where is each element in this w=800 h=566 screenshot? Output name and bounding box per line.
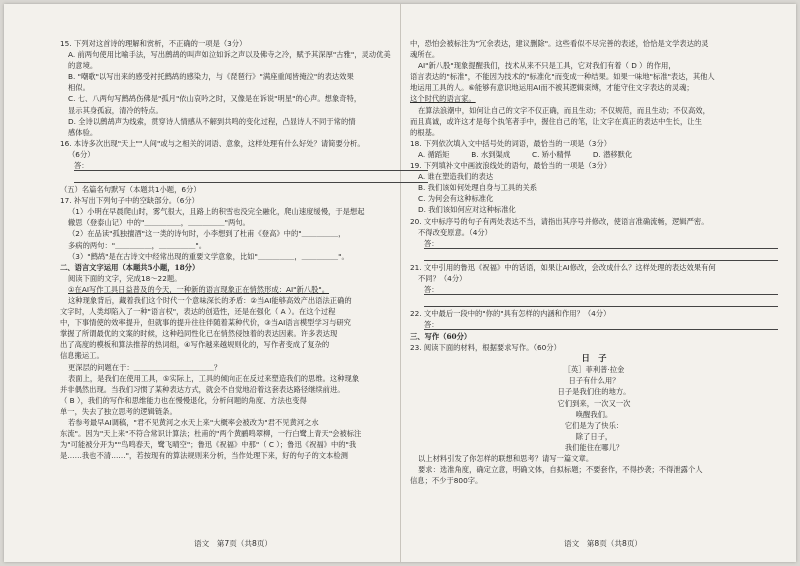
text-line: 多病的两句："＿＿＿＿＿，＿＿＿＿＿"。	[68, 240, 207, 250]
poem-line: 日子是我们住的地方。	[557, 387, 631, 397]
text-line: 若参考最早AI调稿，"君不见黄河之水天上来"大概率会被改为"君不见黄河之水	[68, 418, 319, 427]
text-line: 而且真诚，或许这才是每个执笔者手中，握住自己的笔，让文字在真正的表达中生长，让生	[410, 116, 702, 126]
text-line: 相似。	[68, 83, 90, 93]
text-line: 中，下事情使的效率提升，但就事的提升往往伴随着某种代价，③当AI语言模型学习与研究	[60, 318, 351, 328]
text-line: 文字时，人类却陷入了一种"语言权"，表达的创造性，还是在强化（ A ）。在这个过程	[60, 307, 336, 317]
text-line: 表面上，是我们在使用工具，⑤实际上，工具的倾向正在反过来塑造我们的思维。这种现象	[68, 373, 360, 383]
text-line: 要求：选准角度，确定立意，明确文体，自拟标题；不要套作，不得抄袭；不得泄露个人	[418, 465, 703, 475]
poem-line: 它们是为了快乐：	[564, 420, 624, 430]
text-line: 是……我也不清……"，若按现有的算法规则来分析，当作处理下来，好的句子的文本检测	[60, 451, 348, 461]
text-line: （3）"鹧鸪"是在古诗文中经常出现的重要文学意象，比如"＿＿＿＿＿，＿＿＿＿＿"。	[68, 251, 349, 261]
answer-label: 答：	[424, 285, 442, 294]
left-page-column	[60, 38, 428, 461]
text-line: 的意境。	[68, 61, 98, 71]
text-line: 显示其身孤寂，清冷的特点。	[68, 105, 163, 115]
text-line: 这个时代的语言家。	[410, 94, 476, 104]
text-line: 地运用工具的人。⑥能够有意识地运用AI而不被其逻辑束缚，才能守住文字表达的灵魂；	[410, 83, 694, 93]
text-line: 掌握了所谓最优的文案的时候，这种趋同性化已在悄然侵蚀着的表达因素。许多表达现	[60, 329, 338, 339]
text-line: 语言表达的"标准"，不能因为技术的"标准化"而变成一种结果。如果一味地"标准"表达，其他人	[410, 72, 715, 82]
text-line: 23. 阅读下面的材料，根据要求写作。（60分）	[410, 343, 561, 353]
footer-right-page-number: 语文 第8页（共8页）	[564, 539, 643, 548]
answer-line	[74, 172, 428, 183]
text-line: 更深层的问题在于：＿＿＿＿＿＿＿＿＿＿＿？	[68, 362, 222, 372]
text-line: 这种现象背后，藏着我们这个时代一个意味深长的矛盾：②当AI能够高效产出语法正确的	[68, 295, 352, 305]
text-line: 的根基。	[410, 127, 440, 137]
text-line: （ B ），我们的写作和思维能力也在慢慢退化，分析问题的角度、方法也变得	[60, 395, 307, 405]
answer-label: 答：	[424, 320, 442, 329]
text-line: AI"新八股"现象提醒我们，技术从来不只是工具，它对我们有着（ D ）的作用，	[418, 61, 676, 71]
answer-line	[424, 296, 778, 307]
text-line: 并非偶然出现。当我们习惯了某种表达方式，就会不自觉地沿着这套表达路径继续前进。	[60, 384, 345, 394]
text-line: （2）在品读"孤独擅酒"这一类的诗句时，小李想到了杜甫《登高》中的"＿＿＿＿＿，	[68, 229, 346, 239]
text-line: D. 全诗以鹧鸪声为线索，贯穿诗人情感从不解到共鸣的变化过程，凸显诗人不同于常的情	[68, 116, 356, 126]
text-line: 17. 补写出下列句子中的空缺部分。（6分）	[60, 196, 199, 206]
text-line: 中，恐怕会被标注为"冗余表达，建议删除"。这些看似不尽完善的表述，恰恰是文学表达的灵	[410, 39, 709, 48]
text-line: 为"可能被分开为""鸟鸣春天，鹭飞晴空"；鲁迅《祝福》中那"（ C ）；鲁迅《祝福》中的"我	[60, 440, 357, 450]
text-line: ①在AI写作工具日益普及的今天，一种新的语言现象正在悄然形成：AI"新八股"。	[68, 284, 330, 294]
text-line: 21. 文中引用的鲁迅《祝福》中的话语，如果让AI修改，会改成什么？这样处理的表达效果有何	[410, 262, 716, 272]
text-line: B. "嘲歌"以写出来的感受衬托鹧鸪的感染力，与《琵琶行》"满座重闻皆掩泣"的表达效果	[68, 72, 354, 82]
answer-line	[74, 160, 428, 171]
text-line: A. 循蹈矩 B. 水到渠成 C. 矫小精悍 D. 潜移默化	[418, 149, 633, 159]
text-line: 在算法浪潮中，如何让自己的文字不仅正确，而且生动；不仅规范，而且生动；不仅高效，	[418, 105, 710, 115]
text-line: 魂所在。	[410, 50, 440, 60]
footer-left-page-number: 语文 第7页（共8页）	[194, 539, 273, 548]
text-line: 18. 下列依次填入文中括号处的词语，最恰当的一项是（3分）	[410, 138, 611, 148]
text-line: 单一，失去了独立思考的逻辑链条。	[60, 406, 177, 416]
text-line: （6分）	[68, 149, 95, 159]
text-line: C. 为何会有这种标准化	[418, 194, 494, 204]
text-line: （五）名篇名句默写（本题共1小题，6分）	[60, 185, 201, 195]
poem-author: ［英］菲利普·拉金	[563, 365, 625, 375]
text-line: 感体验。	[68, 127, 98, 137]
text-line: C. 七、八两句写鹧鸪伤佛是"孤月"依山哀吟之时，又像是在诉说"明星"的心声。想象奇特，	[68, 94, 362, 104]
answer-line	[424, 238, 778, 249]
text-line: D. 我们该如何应对这种标准化	[418, 205, 516, 215]
poem-line: 唤醒我们。	[575, 409, 613, 419]
poem-title: 日 子	[581, 353, 607, 364]
answer-label: 答：	[74, 161, 92, 170]
text-line: 19. 下列填补文中画波浪线处的语句，最恰当的一项是（3分）	[410, 161, 611, 171]
poem-line: 日子有什么用？	[568, 376, 620, 386]
text-line: （1）小明在早晨爬山时，雾气很大，且路上的积雪也没完全融化，爬山速度缓慢，于是想起	[68, 207, 365, 217]
answer-line	[424, 319, 778, 330]
text-line: 22. 文中最后一段中的"你的"具有怎样的内涵和作用？（4分）	[410, 308, 611, 318]
poem-line: 除了日子，	[575, 431, 613, 441]
poem-line: 我们能住在哪儿？	[564, 442, 624, 452]
text-line: 20. 文中标序号的句子有两处表达不当，请指出其序号并修改，使语言准确流畅，逻辑严密。	[410, 216, 709, 226]
text-line: B. 我们该如何处理自身与工具的关系	[418, 183, 538, 193]
text-line: 以上材料引发了你怎样的联想和思考？请写一篇文章。	[418, 454, 594, 463]
text-line: 不得改变原意。（4分）	[418, 227, 492, 237]
section-heading: 二、语言文字运用（本题共5小题，18分）	[60, 262, 200, 272]
text-line: 出了高度的模板和算法推荐的热词组，④写作越来越规则化的，写作者变成了复杂的	[60, 340, 330, 350]
text-line: 16. 本诗多次出现"天上""人间"或与之相关的词语、意象，这样处理有什么好处？请简要分析。	[60, 138, 365, 148]
text-line: 不同？（4分）	[418, 273, 467, 283]
section-heading: 三、写作（60分）	[410, 331, 472, 341]
text-line: A. 谁在塑造我们的表达	[418, 172, 494, 182]
text-line: 东流"。因为"天上来"不符合常识计算法；杜甫的"两个黄鹂鸣翠柳，一行白鹭上青天"会被标注	[60, 429, 362, 439]
text-line: 阅读下面的文字，完成18～22题。	[68, 273, 182, 283]
text-line: 15. 下列对这首诗的理解和赏析，不正确的一项是（3分）	[60, 39, 247, 48]
answer-label: 答：	[424, 239, 442, 248]
answer-line	[424, 284, 778, 295]
answer-line	[424, 250, 778, 261]
poem-line: 它们到来，一次又一次	[557, 398, 631, 408]
right-page-column	[410, 38, 778, 486]
exam-sheet	[4, 4, 796, 562]
text-line: A. 前两句使用比喻手法，写出鹧鸪的叫声如泣如诉之声以及佛寺之冷，赋予其深厚"古雅"，灵动优美	[68, 50, 391, 60]
text-line: 信息搬运工。	[60, 351, 104, 361]
text-line: 信息；不少于800字。	[410, 476, 483, 486]
text-line: 辙思（登泰山记）中的"＿＿＿＿＿，＿＿＿＿＿"两句。	[68, 218, 250, 228]
